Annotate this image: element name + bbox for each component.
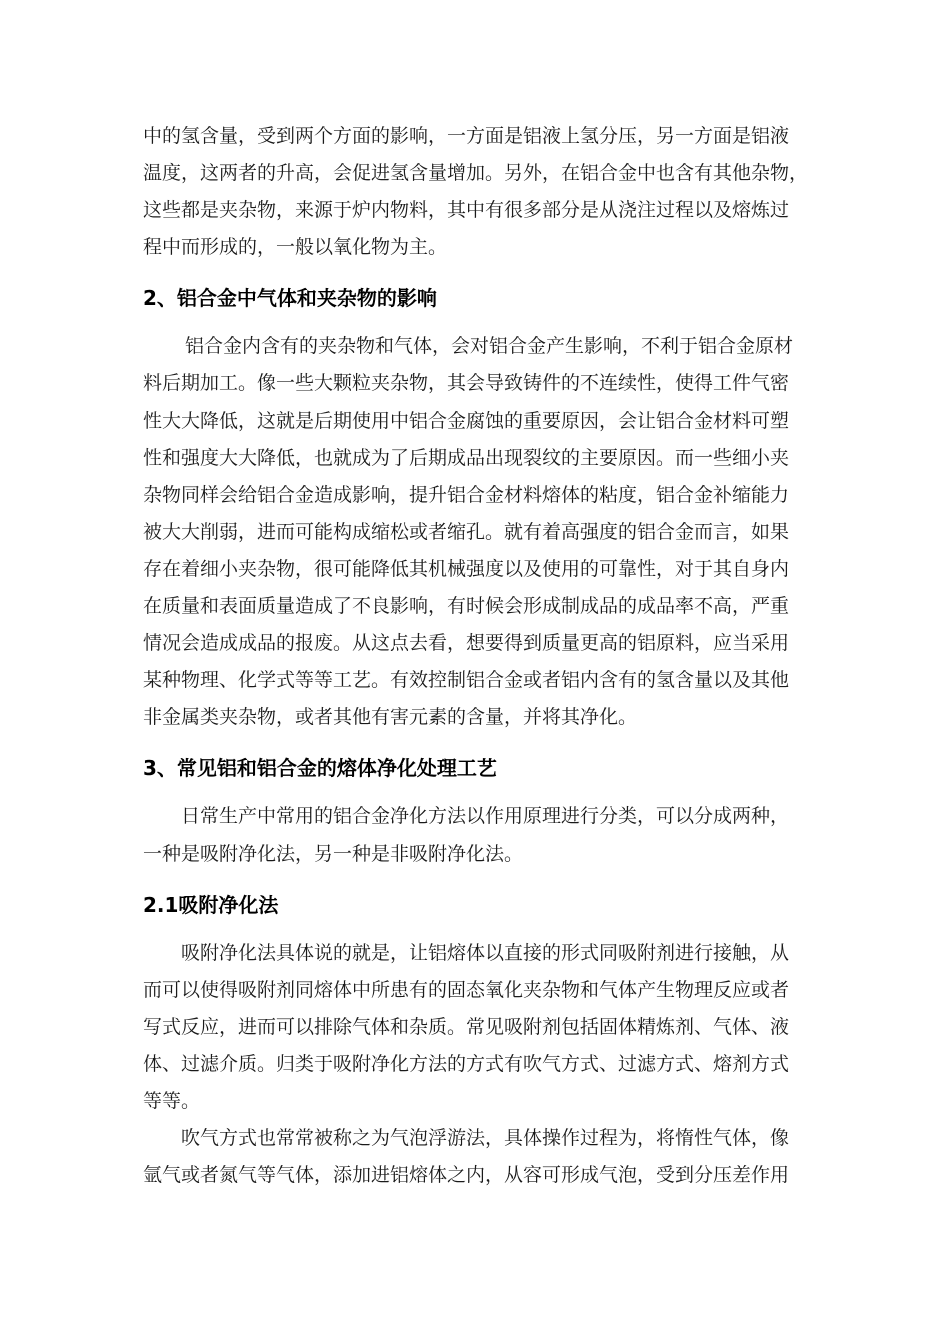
text-line: 存在着细小夹杂物，很可能降低其机械强度以及使用的可靠性，对于其自身内 [143,557,790,580]
text-line: 等等。 [143,1089,201,1112]
text-line: 程中而形成的，一般以氧化物为主。 [143,236,448,259]
text-line: 性和强度大大降低，也就成为了后期成品出现裂纹的主要原因。而一些细小夹 [143,446,790,469]
paragraph-purification-methods [143,798,809,872]
text-line: 氩气或者氮气等气体，添加进铝熔体之内，从容可形成气泡，受到分压差作用 [143,1164,790,1187]
text-line: 铝合金内含有的夹杂物和气体，会对铝合金产生影响，不利于铝合金原材 [185,335,794,358]
text-line: 温度，这两者的升高，会促进氢含量增加。另外，在铝合金中也含有其他杂物， [143,162,809,185]
paragraph-effects [143,328,809,736]
text-line: 吹气方式也常常被称之为气泡浮游法，具体操作过程为，将惰性气体，像 [181,1127,790,1150]
text-line: 写式反应，进而可以排除气体和杂质。常见吸附剂包括固体精炼剂、气体、液 [143,1015,790,1038]
text-line: 一种是吸附净化法，另一种是非吸附净化法。 [143,842,524,865]
paragraph-gas-blowing [143,1120,809,1194]
text-line: 日常生产中常用的铝合金净化方法以作用原理进行分类，可以分成两种， [181,805,790,828]
text-line: 某种物理、化学式等等工艺。有效控制铝合金或者铝内含有的氢含量以及其他 [143,669,790,692]
text-line: 情况会造成成品的报废。从这点去看，想要得到质量更高的铝原料，应当采用 [143,632,790,655]
text-line: 非金属类夹杂物，或者其他有害元素的含量，并将其净化。 [143,706,638,729]
section-heading-2: 2、铝合金中气体和夹杂物的影响 [143,286,437,311]
text-line: 性大大降低，这就是后期使用中铝合金腐蚀的重要原因，会让铝合金材料可塑 [143,409,790,432]
text-line: 杂物同样会给铝合金造成影响，提升铝合金材料熔体的粘度，铝合金补缩能力 [143,483,790,506]
text-line: 被大大削弱，进而可能构成缩松或者缩孔。就有着高强度的铝合金而言，如果 [143,520,790,543]
section-heading-2-1: 2.1吸附净化法 [143,892,279,917]
paragraph-adsorption [143,935,809,1120]
text-line: 在质量和表面质量造成了不良影响，有时候会形成制成品的成品率不高，严重 [143,595,790,618]
text-line: 而可以使得吸附剂同熔体中所患有的固态氧化夹杂物和气体产生物理反应或者 [143,978,790,1001]
text-line: 吸附净化法具体说的就是，让铝熔体以直接的形式同吸附剂进行接触，从 [181,941,790,964]
document-body [143,118,809,1194]
text-line: 中的氢含量，受到两个方面的影响，一方面是铝液上氢分压，另一方面是铝液 [143,125,790,147]
text-line: 体、过滤介质。归类于吸附净化方法的方式有吹气方式、过滤方式、熔剂方式 [143,1052,790,1075]
text-line: 这些都是夹杂物，来源于炉内物料，其中有很多部分是从浇注过程以及熔炼过 [143,199,790,222]
text-line: 料后期加工。像一些大颗粒夹杂物，其会导致铸件的不连续性，使得工件气密 [143,372,790,395]
section-heading-3: 3、常见铝和铝合金的熔体净化处理工艺 [143,756,497,781]
paragraph-hydrogen-content [143,118,809,266]
